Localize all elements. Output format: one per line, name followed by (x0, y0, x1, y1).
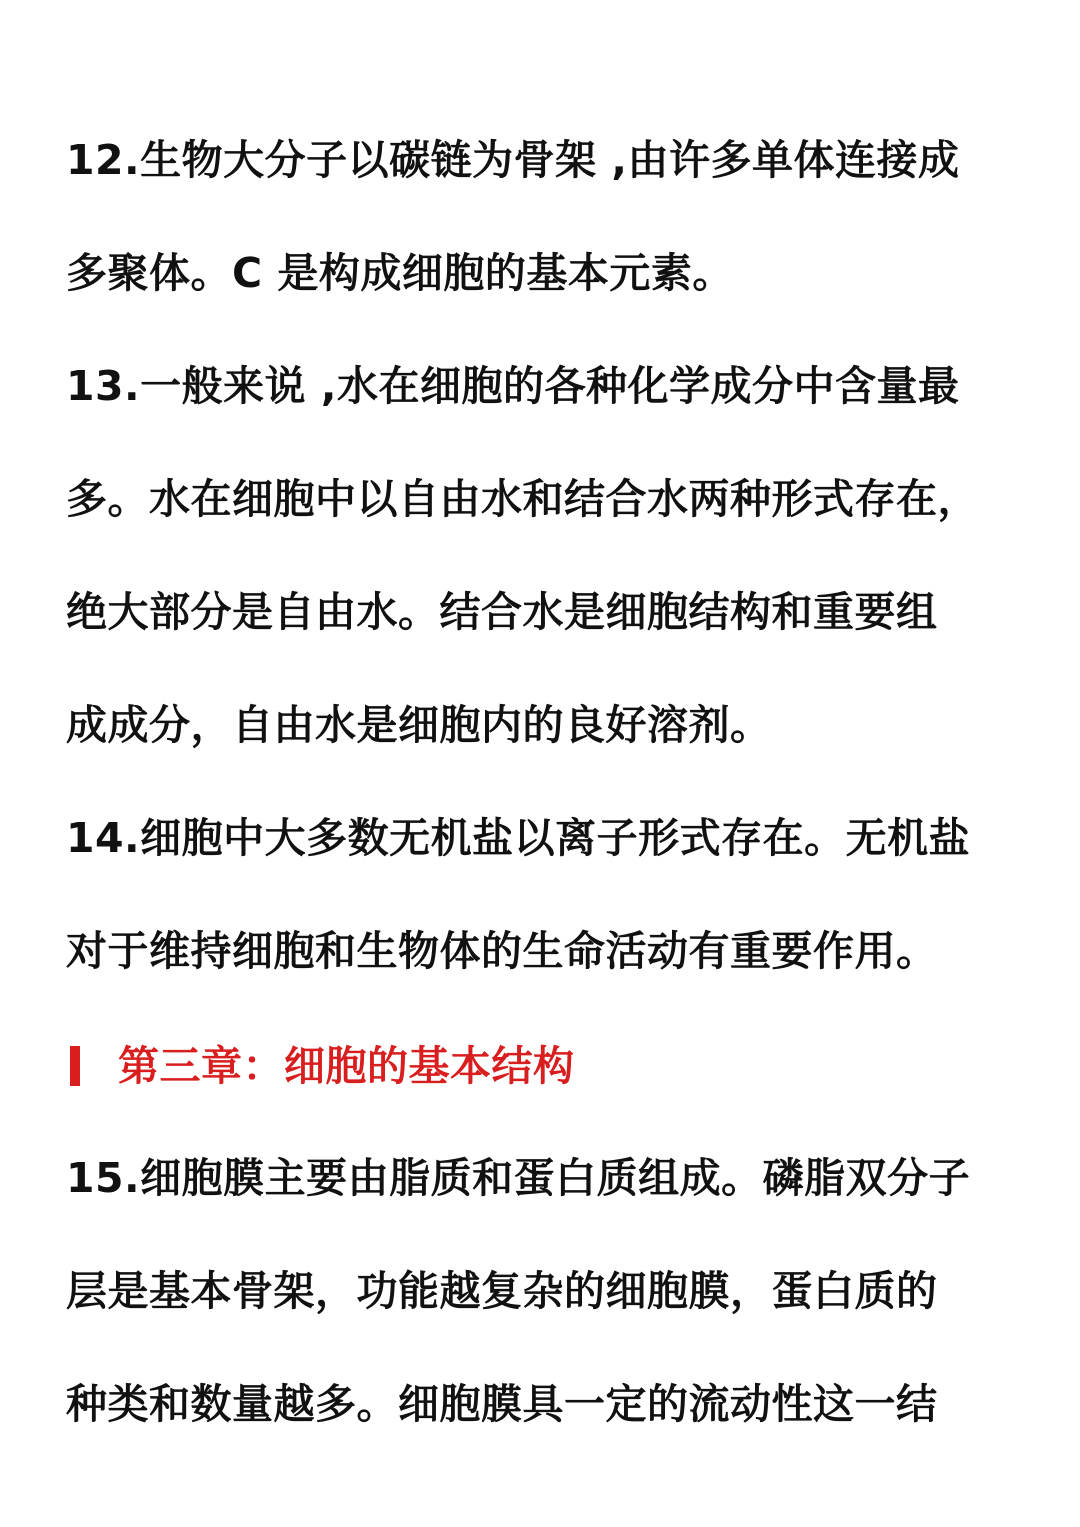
paragraph-15-line-2: 层是基本骨架，功能越复杂的细胞膜，蛋白质的 (66, 1267, 938, 1315)
chapter-heading (66, 1036, 1026, 1096)
paragraph-12-line-1: 12.生物大分子以碳链为骨架 ,由许多单体连接成 (66, 136, 960, 184)
paragraph-13-line-4: 成成分，自由水是细胞内的良好溶剂。 (66, 701, 772, 749)
chapter-heading-text: 第三章：细胞的基本结构 (118, 1042, 575, 1090)
paragraph-13-line-3: 绝大部分是自由水。结合水是细胞结构和重要组 (66, 588, 938, 636)
paragraph-15-line-1: 15.细胞膜主要由脂质和蛋白质组成。磷脂双分子 (66, 1154, 971, 1202)
paragraph-14-line-2: 对于维持细胞和生物体的生命活动有重要作用。 (66, 927, 938, 975)
paragraph-14-line-1: 14.细胞中大多数无机盐以离子形式存在。无机盐 (66, 814, 971, 862)
paragraph-13-line-2: 多。水在细胞中以自由水和结合水两种形式存在， (66, 475, 979, 523)
paragraph-12-line-2: 多聚体。C 是构成细胞的基本元素。 (66, 249, 734, 297)
heading-accent-bar (70, 1046, 80, 1086)
paragraph-13-line-1: 13.一般来说 ,水在细胞的各种化学成分中含量最 (66, 362, 960, 410)
paragraph-15-line-3: 种类和数量越多。细胞膜具一定的流动性这一结 (66, 1380, 938, 1428)
